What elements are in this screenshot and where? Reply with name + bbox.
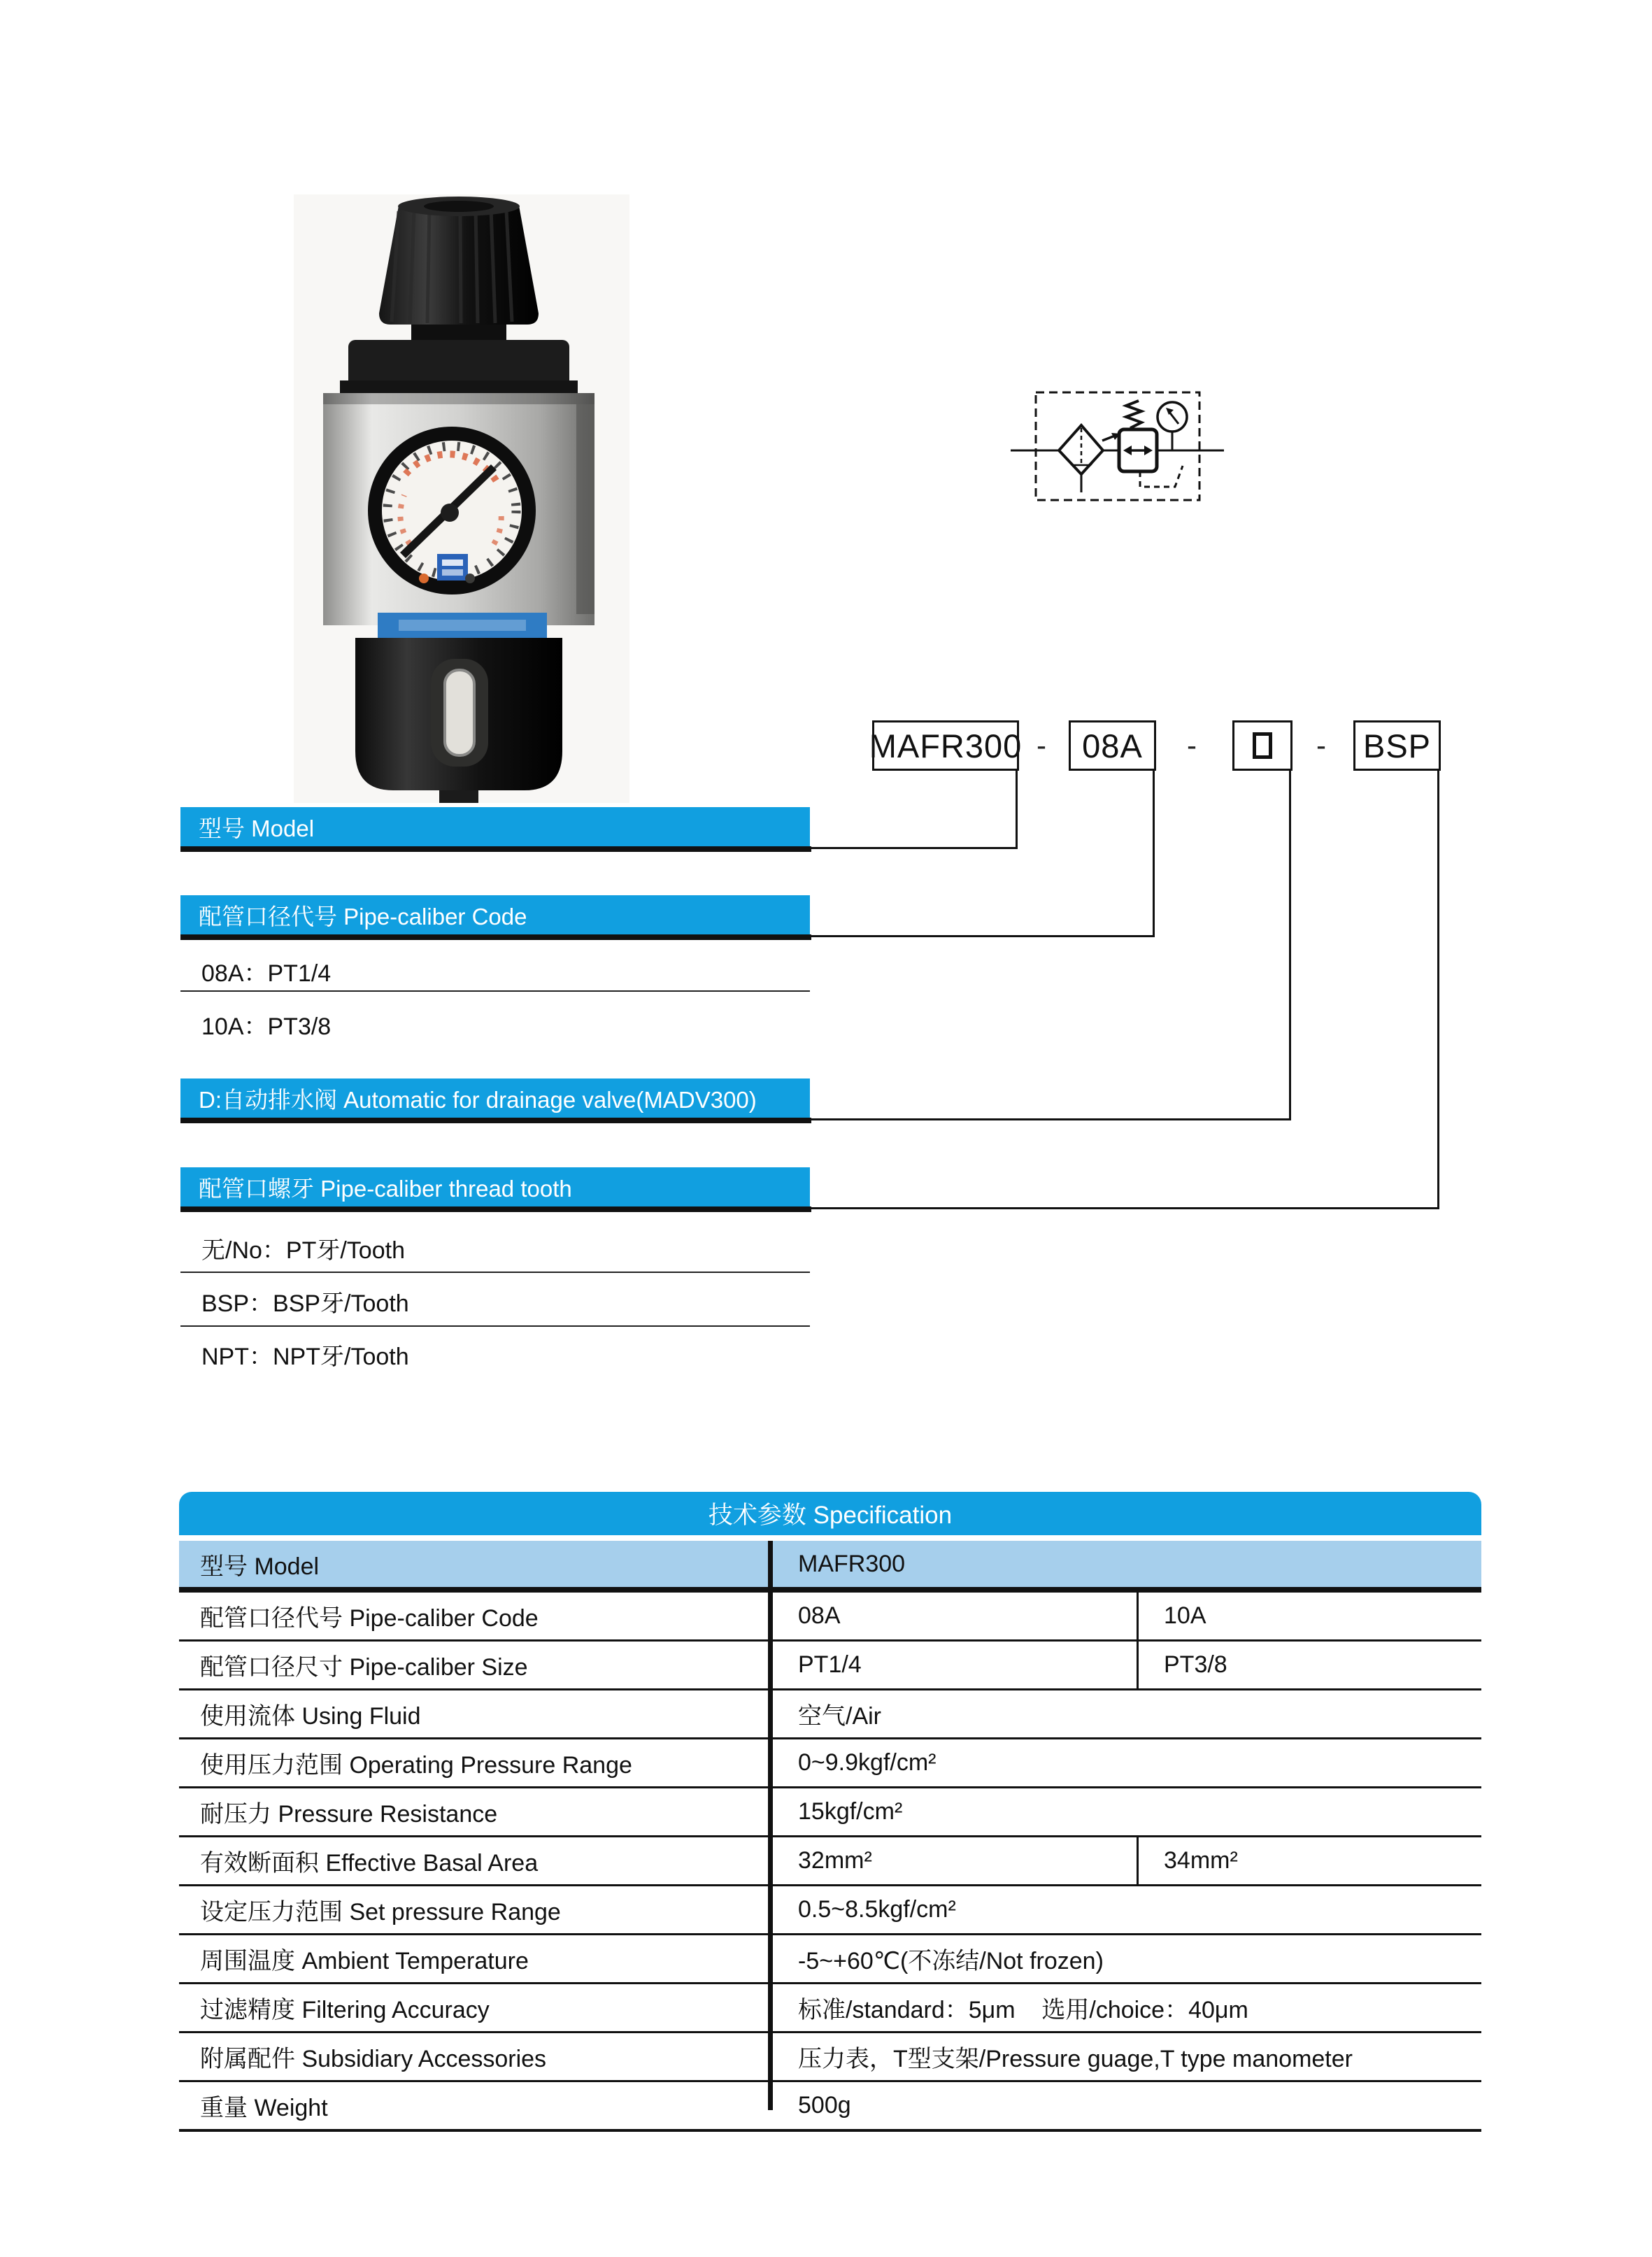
spec-value: 空气/Air	[798, 1703, 881, 1730]
spec-value: 10A	[1164, 1602, 1206, 1629]
spec-row-effective-area	[179, 1837, 1481, 1886]
connector-line	[1153, 771, 1155, 937]
spec-row-operating-pressure	[179, 1739, 1481, 1788]
order-box-thread: BSP	[1353, 720, 1441, 771]
spec-value: 15kgf/cm²	[798, 1798, 903, 1825]
spec-value: 标准/standard：5μm 选用/choice：40μm	[798, 1997, 1248, 2023]
callout-underline	[180, 1206, 811, 1212]
spec-label: 重量 Weight	[200, 2095, 328, 2121]
connector-line	[1289, 771, 1291, 1120]
callout-pipe-code-title: 配管口径代号 Pipe-caliber Code	[180, 895, 810, 934]
connector-line	[811, 1118, 1291, 1120]
callout-thread-title: 配管口螺牙 Pipe-caliber thread tooth	[180, 1167, 810, 1206]
option-pipe-code-08a: 08A：PT1/4	[201, 960, 332, 987]
connector-line	[1016, 771, 1018, 848]
option-thread-npt: NPT：NPT牙/Tooth	[201, 1343, 409, 1370]
spec-value: 08A	[773, 1593, 1139, 1639]
order-box-pipe-code: 08A	[1069, 720, 1156, 771]
placeholder-square-icon	[1253, 732, 1272, 759]
circuit-symbol	[1007, 369, 1315, 537]
spec-row-pipe-size	[179, 1642, 1481, 1690]
spec-table	[179, 1492, 1481, 2132]
callout-model-title: 型号 Model	[180, 807, 810, 846]
spec-label: 配管口径代号 Pipe-caliber Code	[200, 1605, 539, 1632]
spec-value: 34mm²	[1164, 1847, 1238, 1874]
spec-value: -5~+60℃(不冻结/Not frozen)	[798, 1948, 1104, 1974]
spec-label: 使用流体 Using Fluid	[200, 1703, 421, 1730]
spec-label: 配管口径尺寸 Pipe-caliber Size	[200, 1654, 528, 1681]
callout-underline	[180, 1118, 811, 1123]
spec-label: 型号 Model	[200, 1553, 320, 1580]
spec-label: 附属配件 Subsidiary Accessories	[200, 2046, 547, 2072]
spec-table-gap	[179, 1535, 1481, 1541]
connector-line	[811, 935, 1155, 937]
spec-row-filtering-accuracy	[179, 1984, 1481, 2033]
option-divider	[180, 1325, 810, 1327]
spec-value: 0~9.9kgf/cm²	[798, 1749, 937, 1776]
spec-row-ambient-temperature	[179, 1935, 1481, 1984]
spec-value: MAFR300	[798, 1550, 906, 1577]
order-box-drain-option	[1232, 720, 1293, 771]
spec-row-pipe-code	[179, 1593, 1481, 1642]
spec-label: 使用压力范围 Operating Pressure Range	[200, 1752, 632, 1779]
spec-label: 设定压力范围 Set pressure Range	[200, 1899, 561, 1925]
spec-value: 0.5~8.5kgf/cm²	[798, 1896, 956, 1923]
connector-line	[811, 1207, 1439, 1209]
connector-line	[811, 847, 1018, 849]
spec-row-pressure-resistance	[179, 1788, 1481, 1837]
callout-underline	[180, 846, 811, 852]
spec-label: 过滤精度 Filtering Accuracy	[200, 1997, 490, 2023]
connector-line	[1437, 771, 1439, 1209]
spec-table-title: 技术参数 Specification	[179, 1492, 1481, 1535]
spec-value: PT1/4	[773, 1642, 1139, 1688]
option-divider	[180, 990, 810, 992]
spec-label: 有效断面积 Effective Basal Area	[200, 1850, 539, 1877]
option-divider	[180, 1272, 810, 1273]
spec-row-model	[179, 1541, 1481, 1593]
order-box-model: MAFR300	[872, 720, 1019, 771]
order-separator: -	[1187, 729, 1197, 762]
spec-row-accessories	[179, 2033, 1481, 2082]
spec-label: 耐压力 Pressure Resistance	[200, 1801, 498, 1828]
spec-value: 压力表，T型支架/Pressure guage,T type manometer	[798, 2046, 1353, 2072]
spec-row-set-pressure	[179, 1886, 1481, 1935]
order-separator: -	[1316, 729, 1326, 762]
option-thread-pt: 无/No：PT牙/Tooth	[201, 1237, 405, 1264]
spec-row-fluid	[179, 1690, 1481, 1739]
option-pipe-code-10a: 10A：PT3/8	[201, 1013, 332, 1040]
option-thread-bsp: BSP：BSP牙/Tooth	[201, 1290, 409, 1317]
spec-label: 周围温度 Ambient Temperature	[200, 1948, 529, 1974]
spec-value: PT3/8	[1164, 1651, 1227, 1678]
callout-drain-title: D:自动排水阀 Automatic for drainage valve(MADV300)	[180, 1078, 810, 1118]
order-separator: -	[1037, 729, 1046, 762]
spec-value: 500g	[798, 2092, 851, 2119]
spec-row-weight	[179, 2082, 1481, 2132]
product-photo	[294, 194, 629, 803]
spec-value: 32mm²	[773, 1837, 1139, 1884]
spec-column-divider	[768, 1541, 773, 2110]
callout-underline	[180, 934, 811, 940]
